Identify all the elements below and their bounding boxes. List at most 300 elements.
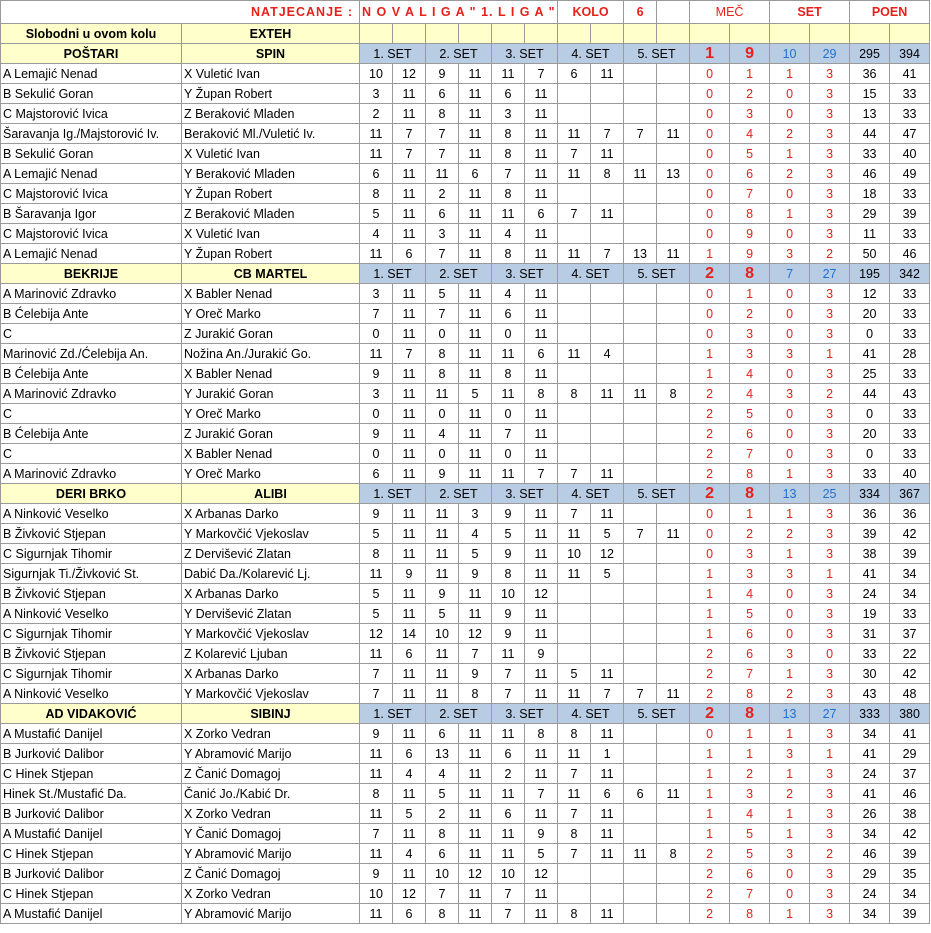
away-player: Z Dervišević Zlatan — [182, 544, 360, 564]
set-score: 5 — [426, 784, 459, 804]
game-mec-away: 4 — [730, 124, 770, 144]
game-mec-away: 9 — [730, 244, 770, 264]
game-set-home: 0 — [770, 224, 810, 244]
game-mec-away: 4 — [730, 804, 770, 824]
game-poen-home: 18 — [850, 184, 890, 204]
game-set-away: 3 — [810, 284, 850, 304]
set-score: 8 — [657, 844, 690, 864]
game-set-home: 3 — [770, 644, 810, 664]
set-score: 11 — [459, 904, 492, 924]
away-player: Y Župan Robert — [182, 184, 360, 204]
set-score: 8 — [492, 244, 525, 264]
home-player: B Ćelebija Ante — [1, 304, 182, 324]
set-score — [657, 84, 690, 104]
set-score: 11 — [459, 824, 492, 844]
match-mec-home: 1 — [690, 44, 730, 64]
home-player: B Jurković Dalibor — [1, 864, 182, 884]
game-row — [1, 444, 930, 464]
set-score — [657, 424, 690, 444]
game-poen-away: 28 — [890, 344, 930, 364]
set-header: 1. SET — [360, 484, 426, 504]
set-score: 11 — [393, 664, 426, 684]
game-set-home: 3 — [770, 344, 810, 364]
game-mec-away: 5 — [730, 144, 770, 164]
game-poen-away: 42 — [890, 524, 930, 544]
set-score — [657, 804, 690, 824]
set-score: 11 — [525, 324, 558, 344]
game-mec-away: 2 — [730, 764, 770, 784]
game-row — [1, 124, 930, 144]
game-mec-away: 7 — [730, 884, 770, 904]
set-score: 11 — [459, 364, 492, 384]
kolo-label: KOLO — [558, 1, 624, 24]
game-mec-home: 2 — [690, 444, 730, 464]
home-player: B Šaravanja Igor — [1, 204, 182, 224]
game-poen-home: 41 — [850, 744, 890, 764]
set-score: 7 — [426, 144, 459, 164]
set-score: 7 — [492, 904, 525, 924]
game-poen-home: 33 — [850, 464, 890, 484]
game-mec-home: 0 — [690, 204, 730, 224]
set-score: 11 — [525, 904, 558, 924]
game-poen-home: 36 — [850, 64, 890, 84]
away-player: Y Markovčić Vjekoslav — [182, 624, 360, 644]
game-row — [1, 684, 930, 704]
game-set-home: 1 — [770, 904, 810, 924]
game-set-away: 1 — [810, 564, 850, 584]
game-poen-home: 24 — [850, 884, 890, 904]
game-mec-away: 7 — [730, 664, 770, 684]
set-score: 11 — [525, 304, 558, 324]
set-score: 11 — [393, 864, 426, 884]
game-mec-home: 1 — [690, 604, 730, 624]
game-mec-home: 0 — [690, 84, 730, 104]
set-score — [657, 504, 690, 524]
set-score: 2 — [426, 804, 459, 824]
game-set-away: 1 — [810, 744, 850, 764]
home-player: C Majstorović Ivica — [1, 184, 182, 204]
set-score — [657, 324, 690, 344]
set-score: 11 — [591, 824, 624, 844]
set-score: 6 — [393, 744, 426, 764]
game-poen-home: 0 — [850, 404, 890, 424]
set-score: 5 — [360, 204, 393, 224]
game-poen-home: 0 — [850, 324, 890, 344]
game-row — [1, 504, 930, 524]
set-label: SET — [770, 1, 850, 24]
set-score: 3 — [360, 384, 393, 404]
game-set-home: 1 — [770, 464, 810, 484]
game-mec-away: 6 — [730, 864, 770, 884]
game-set-home: 2 — [770, 684, 810, 704]
home-player: Hinek St./Mustafić Da. — [1, 784, 182, 804]
set-score: 11 — [492, 204, 525, 224]
set-score: 11 — [459, 204, 492, 224]
empty-cell — [810, 24, 850, 44]
set-score — [558, 284, 591, 304]
set-score: 11 — [393, 224, 426, 244]
game-set-away: 3 — [810, 124, 850, 144]
set-score: 5 — [426, 604, 459, 624]
game-poen-home: 13 — [850, 104, 890, 124]
title-row — [1, 1, 930, 24]
set-score: 6 — [525, 344, 558, 364]
away-team: SIBINJ — [182, 704, 360, 724]
game-mec-away: 1 — [730, 64, 770, 84]
set-score: 12 — [591, 544, 624, 564]
set-score — [624, 644, 657, 664]
set-score: 11 — [459, 584, 492, 604]
set-score: 6 — [492, 744, 525, 764]
set-score: 13 — [657, 164, 690, 184]
set-score: 11 — [657, 784, 690, 804]
game-poen-away: 33 — [890, 304, 930, 324]
set-score — [591, 84, 624, 104]
set-score: 7 — [360, 684, 393, 704]
set-score — [657, 204, 690, 224]
set-score: 11 — [525, 544, 558, 564]
game-set-home: 0 — [770, 604, 810, 624]
game-set-away: 3 — [810, 404, 850, 424]
set-score: 9 — [459, 664, 492, 684]
empty-cell — [730, 24, 770, 44]
set-score: 11 — [591, 204, 624, 224]
set-score — [657, 144, 690, 164]
game-set-home: 0 — [770, 84, 810, 104]
set-score: 7 — [360, 304, 393, 324]
away-player: X Zorko Vedran — [182, 804, 360, 824]
set-score: 4 — [393, 844, 426, 864]
game-row — [1, 904, 930, 924]
set-score: 11 — [492, 344, 525, 364]
set-score: 11 — [558, 784, 591, 804]
match-poen-home: 295 — [850, 44, 890, 64]
set-score — [657, 224, 690, 244]
set-score: 4 — [426, 764, 459, 784]
home-player: A Lemajić Nenad — [1, 64, 182, 84]
away-player: Z Jurakić Goran — [182, 424, 360, 444]
set-score: 0 — [360, 444, 393, 464]
set-score: 11 — [624, 164, 657, 184]
set-score: 10 — [492, 864, 525, 884]
away-player: X Babler Nenad — [182, 364, 360, 384]
set-score: 8 — [525, 384, 558, 404]
set-score: 11 — [459, 604, 492, 624]
game-set-home: 0 — [770, 424, 810, 444]
game-poen-away: 35 — [890, 864, 930, 884]
game-set-away: 3 — [810, 184, 850, 204]
set-score: 6 — [426, 204, 459, 224]
set-score: 11 — [393, 304, 426, 324]
game-row — [1, 804, 930, 824]
set-header: 3. SET — [492, 484, 558, 504]
home-player: A Marinović Zdravko — [1, 384, 182, 404]
set-score: 11 — [393, 784, 426, 804]
set-score — [624, 764, 657, 784]
set-score: 8 — [525, 724, 558, 744]
game-poen-away: 33 — [890, 604, 930, 624]
set-score: 11 — [657, 684, 690, 704]
home-player: C Sigurnjak Tihomir — [1, 664, 182, 684]
set-score: 11 — [492, 464, 525, 484]
away-player: Y Abramović Marijo — [182, 904, 360, 924]
set-score — [657, 544, 690, 564]
game-set-away: 3 — [810, 524, 850, 544]
set-score: 11 — [459, 324, 492, 344]
empty-cell — [657, 24, 690, 44]
set-score — [591, 324, 624, 344]
game-poen-away: 39 — [890, 544, 930, 564]
set-score: 6 — [426, 844, 459, 864]
set-score: 7 — [558, 464, 591, 484]
set-score: 0 — [426, 444, 459, 464]
set-score — [657, 284, 690, 304]
home-player: C Majstorović Ivica — [1, 104, 182, 124]
game-set-home: 1 — [770, 764, 810, 784]
game-mec-away: 3 — [730, 344, 770, 364]
match-set-away: 25 — [810, 484, 850, 504]
game-set-home: 0 — [770, 304, 810, 324]
set-score: 3 — [360, 84, 393, 104]
match-poen-away: 367 — [890, 484, 930, 504]
game-mec-away: 6 — [730, 644, 770, 664]
set-score — [657, 364, 690, 384]
set-score — [558, 324, 591, 344]
game-poen-away: 42 — [890, 824, 930, 844]
set-score: 6 — [558, 64, 591, 84]
set-score: 11 — [492, 64, 525, 84]
set-score: 7 — [426, 244, 459, 264]
home-player: A Mustafić Danijel — [1, 824, 182, 844]
set-score: 6 — [624, 784, 657, 804]
set-score: 10 — [492, 584, 525, 604]
set-score: 9 — [426, 584, 459, 604]
game-mec-away: 1 — [730, 724, 770, 744]
game-row — [1, 404, 930, 424]
set-score — [558, 224, 591, 244]
set-score: 6 — [426, 724, 459, 744]
set-score — [591, 644, 624, 664]
game-set-away: 2 — [810, 384, 850, 404]
away-player: Čanić Jo./Kabić Dr. — [182, 784, 360, 804]
set-header: 3. SET — [492, 44, 558, 64]
set-score: 9 — [360, 364, 393, 384]
set-score: 6 — [525, 204, 558, 224]
match-set-home: 13 — [770, 704, 810, 724]
game-set-home: 1 — [770, 724, 810, 744]
set-score: 11 — [393, 404, 426, 424]
away-player: X Vuletić Ivan — [182, 224, 360, 244]
empty-cell — [426, 24, 459, 44]
set-score: 11 — [360, 564, 393, 584]
away-team: CB MARTEL — [182, 264, 360, 284]
game-set-home: 1 — [770, 144, 810, 164]
game-poen-away: 42 — [890, 664, 930, 684]
match-poen-away: 394 — [890, 44, 930, 64]
set-score: 11 — [459, 784, 492, 804]
game-row — [1, 564, 930, 584]
set-score: 11 — [393, 284, 426, 304]
empty-cell — [459, 24, 492, 44]
game-mec-away: 4 — [730, 584, 770, 604]
game-poen-home: 24 — [850, 584, 890, 604]
home-player: C — [1, 324, 182, 344]
game-poen-home: 46 — [850, 844, 890, 864]
set-score: 11 — [492, 384, 525, 404]
set-score: 12 — [459, 624, 492, 644]
game-mec-away: 8 — [730, 464, 770, 484]
set-score: 9 — [492, 544, 525, 564]
set-score: 8 — [492, 364, 525, 384]
set-score: 11 — [591, 664, 624, 684]
game-mec-home: 0 — [690, 64, 730, 84]
set-score: 8 — [459, 684, 492, 704]
game-row — [1, 524, 930, 544]
game-poen-away: 41 — [890, 64, 930, 84]
away-player: Y Abramović Marijo — [182, 844, 360, 864]
set-score — [624, 744, 657, 764]
empty-cell — [657, 1, 690, 24]
game-poen-home: 11 — [850, 224, 890, 244]
set-score: 11 — [525, 744, 558, 764]
set-score: 11 — [525, 684, 558, 704]
set-score: 11 — [492, 844, 525, 864]
set-score: 6 — [426, 84, 459, 104]
away-team: SPIN — [182, 44, 360, 64]
game-poen-home: 19 — [850, 604, 890, 624]
game-set-home: 0 — [770, 444, 810, 464]
set-score — [624, 144, 657, 164]
game-poen-home: 24 — [850, 764, 890, 784]
set-score: 11 — [360, 904, 393, 924]
set-score: 11 — [525, 564, 558, 584]
set-header: 1. SET — [360, 264, 426, 284]
set-score: 11 — [393, 684, 426, 704]
game-poen-away: 34 — [890, 884, 930, 904]
set-score: 4 — [393, 764, 426, 784]
set-score: 11 — [525, 424, 558, 444]
set-score: 7 — [360, 664, 393, 684]
set-score: 11 — [525, 84, 558, 104]
set-score: 8 — [492, 144, 525, 164]
game-mec-away: 3 — [730, 544, 770, 564]
set-score: 11 — [525, 244, 558, 264]
game-set-away: 3 — [810, 144, 850, 164]
game-poen-away: 39 — [890, 904, 930, 924]
game-set-away: 3 — [810, 544, 850, 564]
game-set-away: 3 — [810, 724, 850, 744]
game-set-away: 3 — [810, 444, 850, 464]
away-player: X Arbanas Darko — [182, 664, 360, 684]
set-score: 11 — [459, 804, 492, 824]
away-player: X Zorko Vedran — [182, 884, 360, 904]
set-score: 11 — [525, 124, 558, 144]
home-team: BEKRIJE — [1, 264, 182, 284]
set-score — [558, 364, 591, 384]
game-row — [1, 84, 930, 104]
set-score: 9 — [393, 564, 426, 584]
home-player: A Ninković Veselko — [1, 504, 182, 524]
game-poen-home: 41 — [850, 344, 890, 364]
away-player: Y Čanić Domagoj — [182, 824, 360, 844]
home-player: Marinović Zd./Ćelebija An. — [1, 344, 182, 364]
set-score: 11 — [459, 104, 492, 124]
game-set-away: 3 — [810, 364, 850, 384]
set-score — [657, 464, 690, 484]
game-poen-home: 34 — [850, 824, 890, 844]
away-player: X Vuletić Ivan — [182, 144, 360, 164]
set-score: 7 — [558, 844, 591, 864]
set-score: 7 — [492, 424, 525, 444]
set-score: 11 — [459, 284, 492, 304]
game-set-away: 3 — [810, 764, 850, 784]
set-score: 6 — [459, 164, 492, 184]
set-score — [558, 624, 591, 644]
empty-cell — [690, 24, 730, 44]
set-score — [624, 804, 657, 824]
set-score: 11 — [492, 724, 525, 744]
set-score: 11 — [459, 424, 492, 444]
game-poen-away: 33 — [890, 444, 930, 464]
set-score — [624, 344, 657, 364]
set-score: 11 — [393, 524, 426, 544]
set-score — [657, 624, 690, 644]
game-mec-home: 2 — [690, 464, 730, 484]
set-score — [624, 184, 657, 204]
match-mec-home: 2 — [690, 264, 730, 284]
game-poen-home: 41 — [850, 784, 890, 804]
game-poen-away: 34 — [890, 564, 930, 584]
set-score: 11 — [393, 424, 426, 444]
set-score — [657, 764, 690, 784]
set-score — [624, 604, 657, 624]
game-poen-away: 33 — [890, 284, 930, 304]
set-score: 9 — [360, 424, 393, 444]
game-mec-home: 0 — [690, 144, 730, 164]
set-score: 5 — [525, 844, 558, 864]
set-score: 4 — [360, 224, 393, 244]
set-score: 6 — [591, 784, 624, 804]
game-mec-away: 3 — [730, 324, 770, 344]
game-mec-home: 0 — [690, 124, 730, 144]
empty-cell — [525, 24, 558, 44]
away-player: Y Oreč Marko — [182, 304, 360, 324]
set-score: 11 — [360, 764, 393, 784]
set-score: 11 — [459, 724, 492, 744]
home-player: Šaravanja Ig./Majstorović Iv. — [1, 124, 182, 144]
game-poen-away: 33 — [890, 424, 930, 444]
set-score: 9 — [492, 624, 525, 644]
game-poen-away: 37 — [890, 624, 930, 644]
game-set-home: 0 — [770, 364, 810, 384]
set-score: 7 — [492, 884, 525, 904]
set-score: 11 — [459, 304, 492, 324]
set-score — [558, 184, 591, 204]
set-score: 7 — [558, 804, 591, 824]
set-score: 5 — [492, 524, 525, 544]
game-mec-away: 2 — [730, 84, 770, 104]
game-mec-home: 2 — [690, 424, 730, 444]
set-score: 11 — [558, 244, 591, 264]
game-set-away: 2 — [810, 244, 850, 264]
set-score: 3 — [426, 224, 459, 244]
set-header: 4. SET — [558, 264, 624, 284]
home-player: C Sigurnjak Tihomir — [1, 624, 182, 644]
set-score: 8 — [591, 164, 624, 184]
game-poen-home: 30 — [850, 664, 890, 684]
set-score — [558, 404, 591, 424]
set-score: 8 — [558, 724, 591, 744]
